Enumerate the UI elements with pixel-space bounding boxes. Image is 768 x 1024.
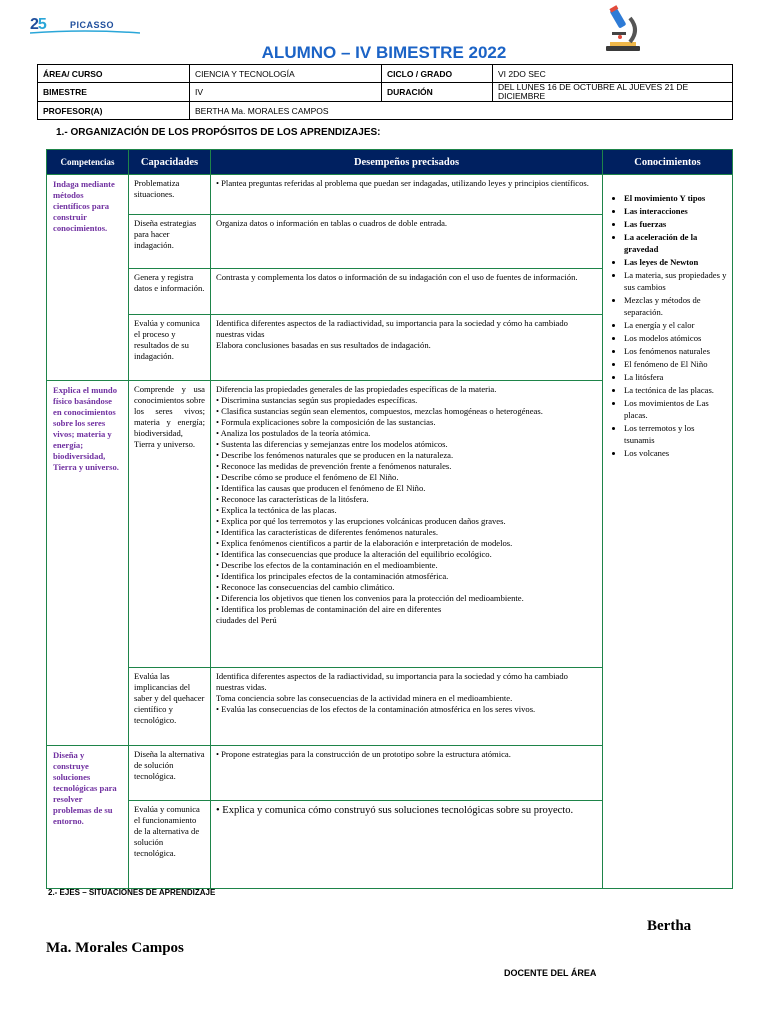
desempeno-line: • Describe los fenómenos naturales que se producen en la naturaleza. <box>216 450 454 460</box>
desempeno-4 <box>211 315 603 381</box>
desempeno-line: Diferencia las propiedades generales de las propiedades específicas de la materia. <box>216 384 497 394</box>
bimestre-label: BIMESTRE <box>38 83 190 102</box>
info-table <box>37 64 733 120</box>
desempeno-line: • Propone estrategias para la construcción de un prototipo sobre la estructura atómica. <box>216 749 511 759</box>
knowledge-list <box>608 192 727 459</box>
capacidad-evalua-funcionamiento: Evalúa y comunica el funcionamiento de la alternativa de solución tecnológica. <box>129 801 211 889</box>
desempeno-line: Toma conciencia sobre las consecuencias de la actividad minera en el medioambiente. <box>216 693 513 703</box>
desempeno-line: Identifica diferentes aspectos de la radiactividad, su importancia para la sociedad y cómo ha cambiado nuestras vidas <box>216 318 568 339</box>
signature-rest-name: Ma. Morales Campos <box>46 940 184 956</box>
page-title: ALUMNO – IV BIMESTRE 2022 <box>261 43 507 62</box>
desempeno-line: • Reconoce las consecuencias del cambio climático. <box>216 582 395 592</box>
knowledge-item: • Las fuerzas <box>624 218 727 230</box>
knowledge-item: • Los terremotos y los tsunamis <box>624 422 727 446</box>
desempeno-line: • Formula explicaciones sobre la composición de las sustancias. <box>216 417 436 427</box>
desempeno-line: • Analiza los postulados de la teoría atómica. <box>216 428 371 438</box>
signature-role: DOCENTE DEL ÁREA <box>504 968 597 978</box>
desempeno-line: • Describe cómo se produce el fenómeno de El Niño. <box>216 472 399 482</box>
desempeno-line: Contrasta y complementa los datos o información de su indagación con el uso de fuentes de información. <box>216 272 578 282</box>
desempeno-line: • Reconoce las características de la litósfera. <box>216 494 369 504</box>
competencia-disena: Diseña y construye soluciones tecnológicas para resolver problemas de su entorno. <box>47 746 129 889</box>
desempeno-line: • Identifica las características de diferentes fenómenos naturales. <box>216 527 439 537</box>
capacidad-disena-alternativa: Diseña la alternativa de solución tecnológica. <box>129 746 211 801</box>
desempeno-line: • Explica la tectónica de las placas. <box>216 505 337 515</box>
section-1-title: 1.- ORGANIZACIÓN DE LOS PROPÓSITOS DE LOS APRENDIZAJES: <box>56 127 381 138</box>
logo-swoosh-icon <box>30 30 140 34</box>
capacidad-genera-datos: Genera y registra datos e información. <box>129 269 211 315</box>
desempeno-line: • Identifica los problemas de contaminación del aire en diferentes <box>216 604 442 614</box>
desempeno-line: • Clasifica sustancias según sean elementos, compuestos, mezclas homogéneas o heterogéneas. <box>216 406 543 416</box>
knowledge-item: • La materia, sus propiedades y sus cambios <box>624 269 727 293</box>
knowledge-item: • La tectónica de las placas. <box>624 384 727 396</box>
desempeno-line: • Evalúa las consecuencias de los efectos de la contaminación atmosférica en los seres vivos. <box>216 704 536 714</box>
knowledge-item: • Los modelos atómicos <box>624 332 727 344</box>
desempeno-line: • Identifica las consecuencias que produce la alteración del equilibrio ecológico. <box>216 549 492 559</box>
logo-mark: 25 <box>30 16 46 33</box>
duracion-label: DURACIÓN <box>382 83 493 102</box>
knowledge-item: • Las interacciones <box>624 205 727 217</box>
desempeno-line: • Explica por qué los terremotos y las erupciones volcánicas producen daños graves. <box>216 516 506 526</box>
desempeno-line: • Diferencia los objetivos que tienen los convenios para la protección del medioambiente. <box>216 593 524 603</box>
area-value: CIENCIA Y TECNOLOGÍA <box>190 65 382 83</box>
knowledge-item: • El fenómeno de El Niño <box>624 358 727 370</box>
knowledge-item: • Las leyes de Newton <box>624 256 727 268</box>
learning-purposes-table <box>46 149 733 889</box>
knowledge-item: • Los fenómenos naturales <box>624 345 727 357</box>
desempeno-7 <box>211 746 603 801</box>
conocimientos-cell <box>603 175 733 889</box>
section-2-title: 2.- EJES – SITUACIONES DE APRENDIZAJE <box>48 888 216 897</box>
desempeno-line: • Describe los efectos de la contaminación en el medioambiente. <box>216 560 438 570</box>
knowledge-item: • La energía y el calor <box>624 319 727 331</box>
desempeno-line: • Plantea preguntas referidas al problema que puedan ser indagadas, utilizando leyes y principios científicos. <box>216 178 589 188</box>
knowledge-item: • Los volcanes <box>624 447 727 459</box>
desempeno-line: Elabora conclusiones basadas en sus resultados de indagación. <box>216 340 431 350</box>
knowledge-item: • Mezclas y métodos de separación. <box>624 294 727 318</box>
desempeno-6 <box>211 668 603 746</box>
desempeno-line: Identifica diferentes aspectos de la radiactividad, su importancia para la sociedad y cómo ha cambiado nuestras vidas. <box>216 671 568 692</box>
knowledge-item: • El movimiento Y tipos <box>624 192 727 204</box>
signature-first-name: Bertha <box>647 918 692 934</box>
header-competencias: Competencias <box>47 150 129 175</box>
capacidad-evalua-comunica: Evalúa y comunica el proceso y resultados de su indagación. <box>129 315 211 381</box>
header-capacidades: Capacidades <box>129 150 211 175</box>
ciclo-label: CICLO / GRADO <box>382 65 493 83</box>
bimestre-value: IV <box>190 83 382 102</box>
ciclo-value: VI 2DO SEC <box>493 65 733 83</box>
desempeno-2 <box>211 215 603 269</box>
desempeno-line: ciudades del Perú <box>216 615 277 625</box>
knowledge-item: • Los movimientos de Las placas. <box>624 397 727 421</box>
profesor-label: PROFESOR(A) <box>38 102 190 120</box>
area-label: ÁREA/ CURSO <box>38 65 190 83</box>
knowledge-item: • La litósfera <box>624 371 727 383</box>
profesor-value: BERTHA Ma. MORALES CAMPOS <box>190 102 733 120</box>
capacidad-evalua-implicancias: Evalúa las implicancias del saber y del quehacer científico y tecnológico. <box>129 668 211 746</box>
header-desempenos: Desempeños precisados <box>211 150 603 175</box>
desempeno-line: • Reconoce las medidas de prevención frente a fenómenos naturales. <box>216 461 452 471</box>
capacidad-problematiza: Problematiza situaciones. <box>129 175 211 215</box>
desempeno-8 <box>211 801 603 889</box>
desempeno-line: • Explica fenómenos científicos a partir de la elaboración e interpretación de modelos. <box>216 538 513 548</box>
desempeno-line: • Sustenta las diferencias y semejanzas entre los modelos atómicos. <box>216 439 448 449</box>
duracion-value: DEL LUNES 16 DE OCTUBRE AL JUEVES 21 DE DICIEMBRE <box>493 83 733 102</box>
desempeno-line: • Explica y comunica cómo construyó sus soluciones tecnológicas sobre su proyecto. <box>216 805 574 816</box>
competencia-explica: Explica el mundo físico basándose en conocimientos sobre los seres vivos; materia y energía; biodiversidad, Tierra y universo. <box>47 381 129 746</box>
desempeno-1 <box>211 175 603 215</box>
desempeno-line: Organiza datos o información en tablas o cuadros de doble entrada. <box>216 218 448 228</box>
desempeno-line: • Discrimina sustancias según sus propiedades específicas. <box>216 395 418 405</box>
capacidad-disena-estrategias: Diseña estrategias para hacer indagación. <box>129 215 211 269</box>
desempeno-5 <box>211 381 603 668</box>
desempeno-line: • Identifica las causas que producen el fenómeno de El Niño. <box>216 483 426 493</box>
school-logo <box>30 14 142 36</box>
header-conocimientos: Conocimientos <box>603 150 733 175</box>
desempeno-line: • Identifica los principales efectos de la contaminación atmosférica. <box>216 571 449 581</box>
desempeno-3 <box>211 269 603 315</box>
logo-name: PICASSO <box>70 20 115 30</box>
competencia-indaga: Indaga mediante métodos científicos para construir conocimientos. <box>47 175 129 381</box>
knowledge-item: • La aceleración de la gravedad <box>624 231 727 255</box>
capacidad-comprende: Comprende y usa conocimientos sobre los seres vivos; materia y energía; biodiversidad, Tierra y universo. <box>129 381 211 668</box>
